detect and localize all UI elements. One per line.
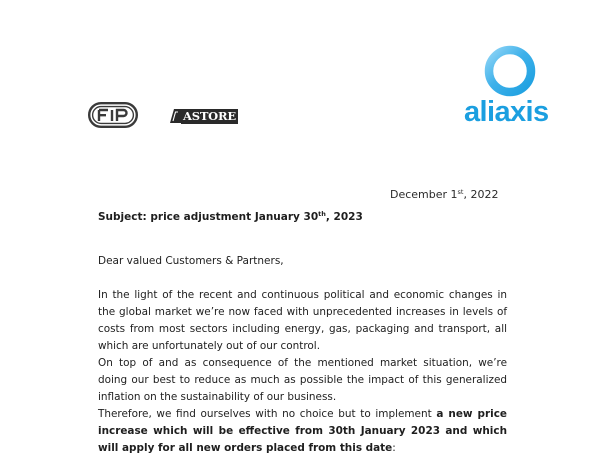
letter-salutation: Dear valued Customers & Partners, xyxy=(98,255,284,267)
letter-subject: Subject: price adjustment January 30th, 2023 xyxy=(98,210,363,223)
paragraph-2: On top of and as consequence of the mentioned market situation, we’re doing our best to reduce as much as possible the impact of this generalized inflation on the sustainability of our business. xyxy=(98,357,507,403)
aliaxis-wordmark: aliaxis xyxy=(464,96,549,128)
paragraph-3: Therefore, we find ourselves with no choice but to implement a new price increase which will be effective from 30th January 2023 and which will apply for all new orders placed from this date: xyxy=(98,408,507,454)
fip-logo xyxy=(88,102,138,128)
aliaxis-logo xyxy=(458,40,562,130)
price-increase-notice: a new price increase which will be effective from 30th January 2023 and which will apply for all new orders placed from this date xyxy=(98,408,507,454)
astore-wordmark: ASTORE xyxy=(183,108,236,123)
astore-logo xyxy=(169,108,250,124)
letter-body xyxy=(98,287,507,457)
paragraph-1: In the light of the recent and continuous political and economic changes in the global market we’re now faced with unprecedented increases in levels of costs from most sectors including energy, gas, packaging and transport, all which are unfortunately out of our control. xyxy=(98,289,507,352)
aliaxis-ring-icon xyxy=(483,44,537,98)
astore-mark-icon xyxy=(169,108,181,124)
letter-date: December 1st, 2022 xyxy=(390,188,499,201)
